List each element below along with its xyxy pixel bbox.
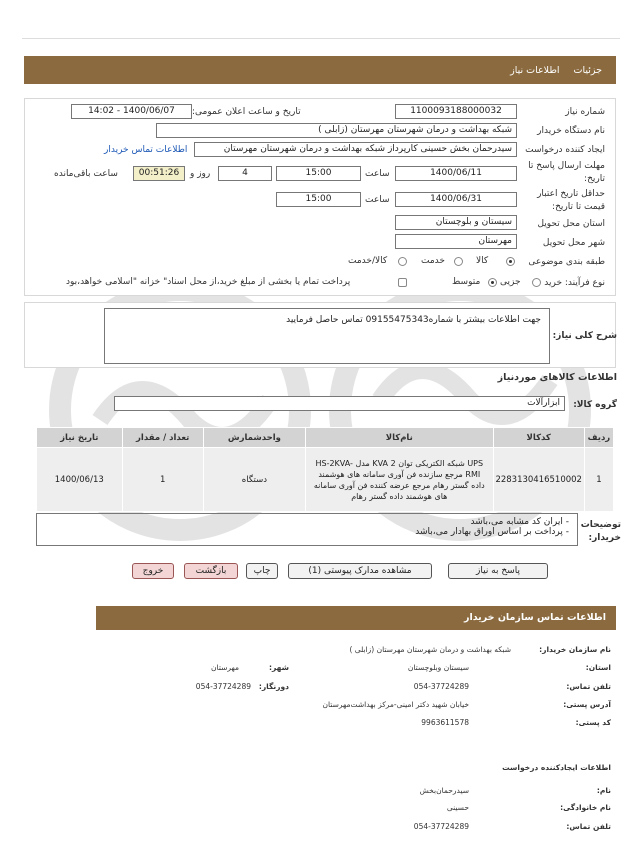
- org-label: نام سازمان خریدار:: [539, 645, 611, 654]
- remaining-label: ساعت باقی‌مانده: [54, 169, 118, 179]
- creator-phone-label: تلفن تماس:: [566, 822, 611, 831]
- goods-table: [36, 427, 614, 512]
- deadline-time-field: 15:00: [276, 166, 361, 181]
- days-field: 4: [218, 166, 272, 181]
- goods-group-field: ابزارآلات: [114, 396, 565, 411]
- family-label: نام خانوادگی:: [560, 803, 611, 812]
- buyer-label: نام دستگاه خریدار: [537, 126, 605, 136]
- buyer-note-2: - پرداخت بر اساس اوراق بهادار می،باشد: [415, 527, 569, 537]
- need-number-field: 1100093188000032: [395, 104, 517, 119]
- cell-qty: 1: [122, 448, 203, 512]
- purchase-type-label: نوع فرآیند: خرید: [544, 278, 605, 288]
- validity-label-1: حداقل تاریخ اعتبار: [537, 189, 605, 199]
- cell-date: 1400/06/13: [37, 448, 123, 512]
- col-date: تاریخ نیاز: [37, 428, 123, 448]
- col-row: ردیف: [584, 428, 613, 448]
- family-value: حسینی: [446, 803, 469, 812]
- org-value: شبکه بهداشت و درمان شهرستان مهرستان (زابلی ): [349, 645, 511, 654]
- category-label: طبقه بندی موضوعی: [528, 257, 605, 267]
- city-value-2: مهرستان: [211, 663, 239, 672]
- reply-button[interactable]: پاسخ به نیاز: [448, 563, 548, 579]
- goods-section-title: اطلاعات کالاهای موردنیاز: [497, 372, 617, 383]
- validity-date-field: 1400/06/31: [395, 192, 517, 207]
- back-button[interactable]: بازگشت: [184, 563, 238, 579]
- pt-medium-radio[interactable]: [488, 278, 497, 287]
- description-text: جهت اطلاعات بیشتر با شماره09155475343 تماس حاصل فرمایید: [104, 308, 550, 364]
- payment-note: پرداخت تمام یا بخشی از مبلغ خرید،از محل اسناد" خزانه "اسلامی خواهد،بود: [66, 277, 351, 287]
- cell-code: 2283130416510002: [493, 448, 584, 512]
- province-label: استان محل تحویل: [537, 219, 605, 229]
- creator-label: ایجاد کننده درخواست: [525, 145, 605, 155]
- creator-field: سیدرحمان بخش حسینی کارپرداز شبکه بهداشت و درمان شهرستان مهرستان: [194, 142, 517, 157]
- announce-field: 1400/06/07 - 14:02: [71, 104, 192, 119]
- buyer-notes-label-2: خریدار:: [588, 533, 621, 543]
- deadline-date-field: 1400/06/11: [395, 166, 517, 181]
- col-unit: واحدشمارش: [203, 428, 305, 448]
- tab-need-info[interactable]: اطلاعات نیاز: [510, 64, 560, 76]
- goods-group-label: گروه کالا:: [573, 400, 617, 410]
- description-label: شرح کلی نیاز:: [552, 331, 617, 341]
- buyer-notes-box: [36, 513, 578, 546]
- city-label: شهر محل تحویل: [542, 238, 605, 248]
- buyer-note-1: - ایران کد مشابه می،باشد: [470, 517, 569, 527]
- tab-details[interactable]: جزئیات: [573, 64, 602, 76]
- exit-button[interactable]: خروج: [132, 563, 174, 579]
- validity-label-2: قیمت تا تاریخ:: [552, 202, 605, 212]
- buyer-contact-link[interactable]: اطلاعات تماس خریدار: [104, 145, 188, 155]
- table-row: [37, 448, 614, 512]
- postal-label: کد پستی:: [575, 718, 611, 727]
- cell-row: 1: [584, 448, 613, 512]
- deadline-label-1: مهلت ارسال پاسخ تا: [528, 161, 605, 171]
- buyer-notes-label-1: توضیحات: [580, 520, 621, 530]
- cat-goods-service-radio[interactable]: [398, 257, 407, 266]
- need-number-label: شماره نیاز: [565, 107, 605, 117]
- phone-value: 054-37724289: [413, 682, 469, 691]
- deadline-label-2: تاریخ:: [584, 174, 605, 184]
- creator-info-title: اطلاعات ایجادکننده درخواست: [502, 763, 611, 772]
- validity-time-field: 15:00: [276, 192, 361, 207]
- payment-checkbox[interactable]: [398, 278, 407, 287]
- pt-partial-label: جزیی: [500, 277, 521, 287]
- cat-service-label: خدمت: [421, 256, 445, 266]
- cat-goods-label: کالا: [476, 256, 489, 266]
- cat-service-radio[interactable]: [454, 257, 463, 266]
- contact-title-bar: اطلاعات تماس سازمان خریدار: [96, 606, 616, 630]
- header-bar: [24, 56, 616, 84]
- col-qty: تعداد / مقدار: [122, 428, 203, 448]
- col-code: کدکالا: [493, 428, 584, 448]
- print-button[interactable]: چاپ: [246, 563, 278, 579]
- name-value: سیدرحمان‌بخش: [419, 786, 469, 795]
- creator-phone-value: 054-37724289: [413, 822, 469, 831]
- name-label: نام:: [596, 786, 611, 795]
- cat-goods-radio[interactable]: [506, 257, 515, 266]
- announce-label: تاریخ و ساعت اعلان عمومی:: [192, 107, 301, 117]
- validity-time-label: ساعت: [365, 195, 390, 205]
- province-field: سیستان و بلوچستان: [395, 215, 517, 230]
- cat-goods-service-label: کالا/خدمت: [348, 256, 388, 266]
- fax-label: دورنگار:: [258, 682, 289, 691]
- buyer-field: شبکه بهداشت و درمان شهرستان مهرستان (زابلی ): [156, 123, 517, 138]
- remaining-timer: 00:51:26: [133, 166, 185, 181]
- phone-label: تلفن تماس:: [566, 682, 611, 691]
- cell-name: UPS شبکه الکتریکی توان 2 KVA مدل HS-2KVA- RMI مرجع سازنده فن آوری سامانه های هوشمند داده گستر رهام مرجع عرضه کننده فن آوری سامانه های هوشمند داده گستر رهام: [305, 448, 493, 512]
- col-name: نام‌کالا: [305, 428, 493, 448]
- cell-unit: دستگاه: [203, 448, 305, 512]
- day-label: روز و: [190, 169, 211, 179]
- city-field: مهرستان: [395, 234, 517, 249]
- attachments-button[interactable]: مشاهده مدارک پیوستی (1): [288, 563, 432, 579]
- address-label: آدرس پستی:: [563, 700, 611, 709]
- deadline-time-label: ساعت: [365, 169, 390, 179]
- pt-partial-radio[interactable]: [532, 278, 541, 287]
- province-value-2: سیستان وبلوچستان: [407, 663, 469, 672]
- province-label-2: استان:: [585, 663, 611, 672]
- postal-value: 9963611578: [421, 718, 469, 727]
- pt-medium-label: متوسط: [452, 277, 481, 287]
- address-value: خیابان شهید دکتر امینی-مرکز بهداشت‌مهرستان: [322, 700, 469, 709]
- top-divider: [22, 38, 620, 39]
- fax-value: 054-37724289: [195, 682, 251, 691]
- city-label-2: شهر:: [269, 663, 289, 672]
